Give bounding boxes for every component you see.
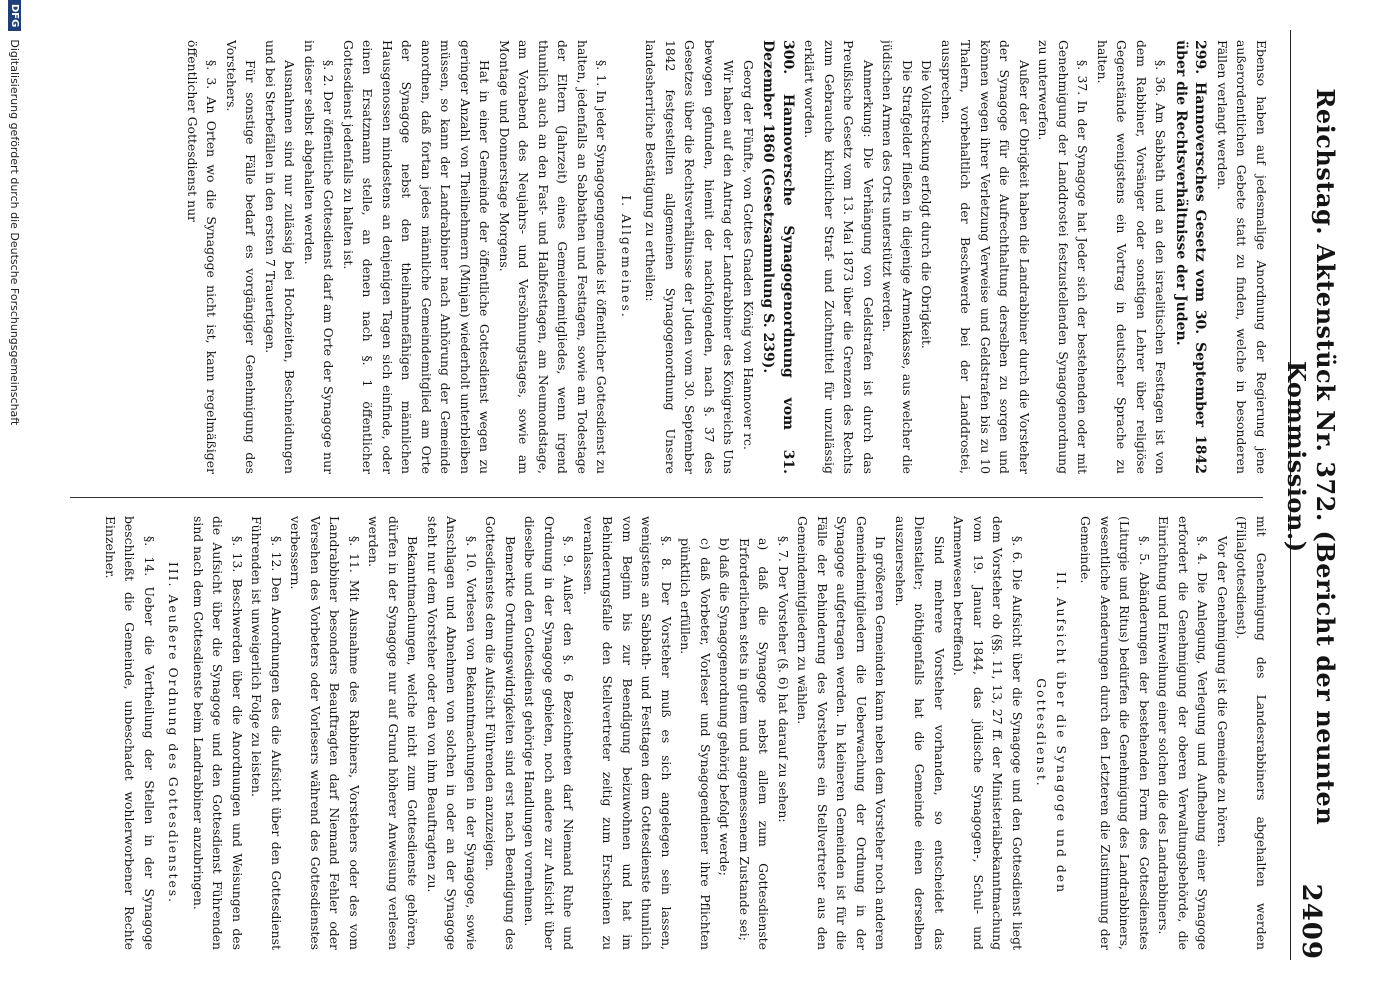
paragraph: Ebenso haben auf jedesmalige Anordnung der Regierung jene außerordentlichen Gebete statt zu finden, welche in besonderen Fällen verlangt werden. xyxy=(1215,40,1269,474)
page-header xyxy=(1282,30,1340,960)
right-column xyxy=(60,516,1271,950)
paragraph: mit Genehmigung des Landesrabbiners abgehalten werden (Filialgottesdienst). xyxy=(1234,516,1269,950)
paragraph: a) daß die Synagoge nebst allem zum Gottesdienste Erforderlichen stets in gutem und angemessenem Zustande sei; xyxy=(737,538,772,950)
left-column xyxy=(60,40,1271,474)
paragraph: Außer der Obrigkeit haben die Landrabbiner durch die Vorsteher der Synagoge für die Aufrechthaltung derselben zu sorgen und können wegen ihrer Verletzung Verweise und Geldstrafen bis zu 10 Thalern, vorbehaltlich der Beschwerde bei der Landdrostei, aussprechen. xyxy=(939,40,1032,474)
paragraph: §. 11. Mit Ausnahme des Rabbiners, Vorstehers oder des vom Landrabbiner besonders Beauftragten darf Niemand Fehler oder Versehen des Vorbeters oder Vorlesers während des Gottesdienstes verbessern. xyxy=(288,516,362,950)
paragraph: §. 12. Den Anordnungen des die Aufsicht über den Gottesdienst Führenden ist unweigerlich Folge zu leisten. xyxy=(249,516,284,950)
document-heading: 300. Hannoversche Synagogenordnung vom 31. Dezember 1860 (Gesetzsammlung S. 239). xyxy=(760,40,796,474)
paragraph: §. 4. Die Anlegung, Verlegung und Aufhebung einer Synagoge erfordert die Genehmigung der oberen Verwaltungsbehörde, die Einrichtung und Einweihung einer solchen die des Landrabbiners. xyxy=(1156,516,1211,950)
paragraph: Bemerkte Ordnungswidrigkeiten sind erst nach Beendigung des Gottesdienstes dem die Aufsicht Führenden anzuzeigen. xyxy=(483,516,518,950)
header-title: Reichstag. Aktenstück Nr. 372. (Bericht der neunten Kommission.) xyxy=(1282,88,1340,826)
paragraph: §. 36. Am Sabbath und an den israelitischen Festtagen ist von dem Rabbiner, Vorsänger oder sonstigen Lehrer über religiöse Gegenstände wenigstens ein Vortrag in deutscher Sprache zu halten. xyxy=(1095,40,1169,474)
page-number: 2409 xyxy=(1296,883,1326,960)
paragraph: Für sonstige Fälle bedarf es vorgängiger Genehmigung des Vorstehers. xyxy=(224,40,259,474)
paragraph: §. 3. An Orten wo die Synagoge nicht ist, kann regelmäßiger öffentlicher Gottesdienst nur xyxy=(185,40,220,474)
section-heading: I. Allgemeines. xyxy=(619,195,634,319)
paragraph: Ausnahmen sind nur zulässig bei Hochzeiten, Beschneidungen und bei Sterbefällen in den ersten 7 Trauertagen. xyxy=(263,40,298,474)
paragraph: Anmerkung: Die Verhängung von Geldstrafen ist durch das Preußische Gesetz vom 13. Mai 1873 über die Grenzen des Rechts zum Gebrauche kirchlicher Straf- und Zuchtmittel für unzulässig erklärt worden. xyxy=(802,40,876,474)
paragraph: Bekanntmachungen, welche nicht zum Gottesdienste gehören, dürfen in der Synagoge nur auf Grund höherer Anweisung verlesen werden. xyxy=(366,516,421,950)
paragraph: Vor der Genehmigung ist die Gemeinde zu hören. xyxy=(1215,536,1230,848)
paragraph: Georg der Fünfte, von Gottes Gnaden König von Hannover rc. xyxy=(741,60,756,450)
column-divider xyxy=(70,497,1263,498)
paragraph: Sind mehrere Vorsteher vorhanden, so entscheidet das Dienstalter; nöthigenfalls hat die Gemeinde einen derselben auszuersehen. xyxy=(893,516,947,950)
section-heading: II. Aufsicht über die Synagoge und den Gottesdienst. xyxy=(1034,571,1069,895)
paragraph: Hat in einer Gemeinde der öffentliche Gottesdienst wegen zu geringer Anzahl von Theilnehmern (Minjan) wiederholt unterbleiben müssen, so kann der Landrabbiner nach Anhörung der Gemeinde anordnen, daß fortan jedes männliche Gemeindemitglied am Orte der Synagoge nebst den theilnahmefähigen männlichen Hausgenossen mindestens an denjenigen Tagen sich einfinde, oder einen Ersatzmann stelle, an denen nach §. 1 öffentlicher Gottesdienst jedenfalls zu halten ist. xyxy=(341,40,493,474)
paragraph: Die Strafgelder fließen in diejenige Armenkasse, aus welcher die jüdischen Armen des Orts unterstützt werden. xyxy=(880,40,915,474)
funding-notice: Digitalisierung gefördert durch die Deutsche Forschungsgemeinschaft xyxy=(8,39,21,426)
paragraph: Wir haben auf den Antrag der Landrabbiner des Königreichs Uns bewogen gefunden, hiemit der nachfolgenden, nach §. 37 des Gesetzes über die Rechtsverhältnisse der Juden vom 30. September 1842 festgestellten allgemeinen Synagogenordnung Unsere landesherrliche Bestätigung zu ertheilen: xyxy=(643,40,737,474)
dfg-logo-icon: DFG xyxy=(8,0,21,31)
paragraph: b) daß die Synagogenordnung gehörig befolgt werde; xyxy=(717,538,733,876)
paragraph: §. 6. Die Aufsicht über die Synagoge und den Gottesdienst liegt dem Vorsteher ob (§§. 11, 13, 27 ff. der Ministerialbekanntmachung vom 19. Januar 1844, das jüdische Synagogen-, Schul- und Armenwesen betreffend). xyxy=(951,516,1025,950)
paragraph: §. 1. In jeder Synagogengemeinde ist öffentlicher Gottesdienst zu halten, jedenfalls an Sabbathen und Festtagen, sowie am Todestage der Eltern (Jahrzeit) eines Gemeindemitgliedes, wenn irgend thunlich auch an den Fast- und Halbfesttagen, am Neumondstage, am Vorabend des Neujahrs- und Versöhnungstages, sowie am Montage und Donnerstage Morgens. xyxy=(497,40,610,474)
paragraph: §. 8. Der Vorsteher muß es sich angelegen sein lassen, wenigstens an Sabbath- und Festtagen dem Gottesdienste thunlich vom Beginn bis zur Beendigung beizuwohnen und hat im Behinderungsfalle den Stellvertreter zeitig zum Erscheinen zu veranlassen. xyxy=(581,516,674,950)
page-footer xyxy=(8,0,21,1000)
paragraph: c) daß Vorbeter, Vorleser und Synagogendiener ihre Pflichten pünktlich erfüllen. xyxy=(678,538,713,950)
paragraph: §. 10. Vorlesen von Bekanntmachungen in der Synagoge, sowie Anschlagen und Abnehmen von solchen in oder an der Synagoge steht nur dem Vorsteher oder den von ihm Beauftragten zu. xyxy=(425,516,479,950)
paragraph: §. 13. Beschwerden über die Anordnungen und Weisungen des die Aufsicht über die Synagoge und den Gottesdienst Führenden sind nach dem Gottesdienste beim Landrabbiner anzubringen. xyxy=(191,516,245,950)
paragraph: Die Vollstreckung erfolgt durch die Obrigkeit. xyxy=(919,60,935,349)
paragraph: §. 7. Der Vorsteher (§. 6) hat darauf zu sehen: xyxy=(776,536,791,823)
document-heading: 299. Hannoversches Gesetz vom 30. September 1842 über die Rechtsverhältnisse der Juden. xyxy=(1173,40,1209,474)
paragraph: §. 2. Der öffentliche Gottesdienst darf am Orte der Synagoge nur in dieser selbst abgehalten werden. xyxy=(302,40,337,474)
paragraph: In größeren Gemeinden kann neben dem Vorsteher noch anderen Gemeindemitgliedern die Ueberwachung der Ordnung in der Synagoge aufgetragen werden. In kleineren Gemeinden ist für die Fälle der Behinderung des Vorstehers ein Stellvertreter aus den Gemeindemitgliedern zu wählen. xyxy=(795,516,889,950)
section-heading: III. Aeußere Ordnung des Gottesdienstes. xyxy=(166,561,182,905)
paragraph: §. 37. In der Synagoge hat Jeder sich der bestehenden oder mit Genehmigung der Landdrostei festzustellenden Synagogenordnung zu unterwerfen. xyxy=(1036,40,1091,474)
paragraph: §. 9. Außer den §. 6 Bezeichneten darf Niemand Ruhe und Ordnung in der Synagoge gebieten, noch andere zur Aufsicht über dieselbe und den Gottesdienst gehörige Handlungen vornehmen. xyxy=(522,516,577,950)
paragraph: §. 14. Ueber die Vertheilung der Stellen in der Synagoge beschließt die Gemeinde, unbeschadet wohlerworbener Rechte Einzelner. xyxy=(103,516,157,950)
paragraph: §. 5. Abänderungen der bestehenden Form des Gottesdienstes (Liturgie und Ritus) bedürfen die Genehmigung des Landrabbiners, wesentliche Aenderungen durch den Letzteren die Zustimmung der Gemeinde. xyxy=(1078,516,1152,950)
